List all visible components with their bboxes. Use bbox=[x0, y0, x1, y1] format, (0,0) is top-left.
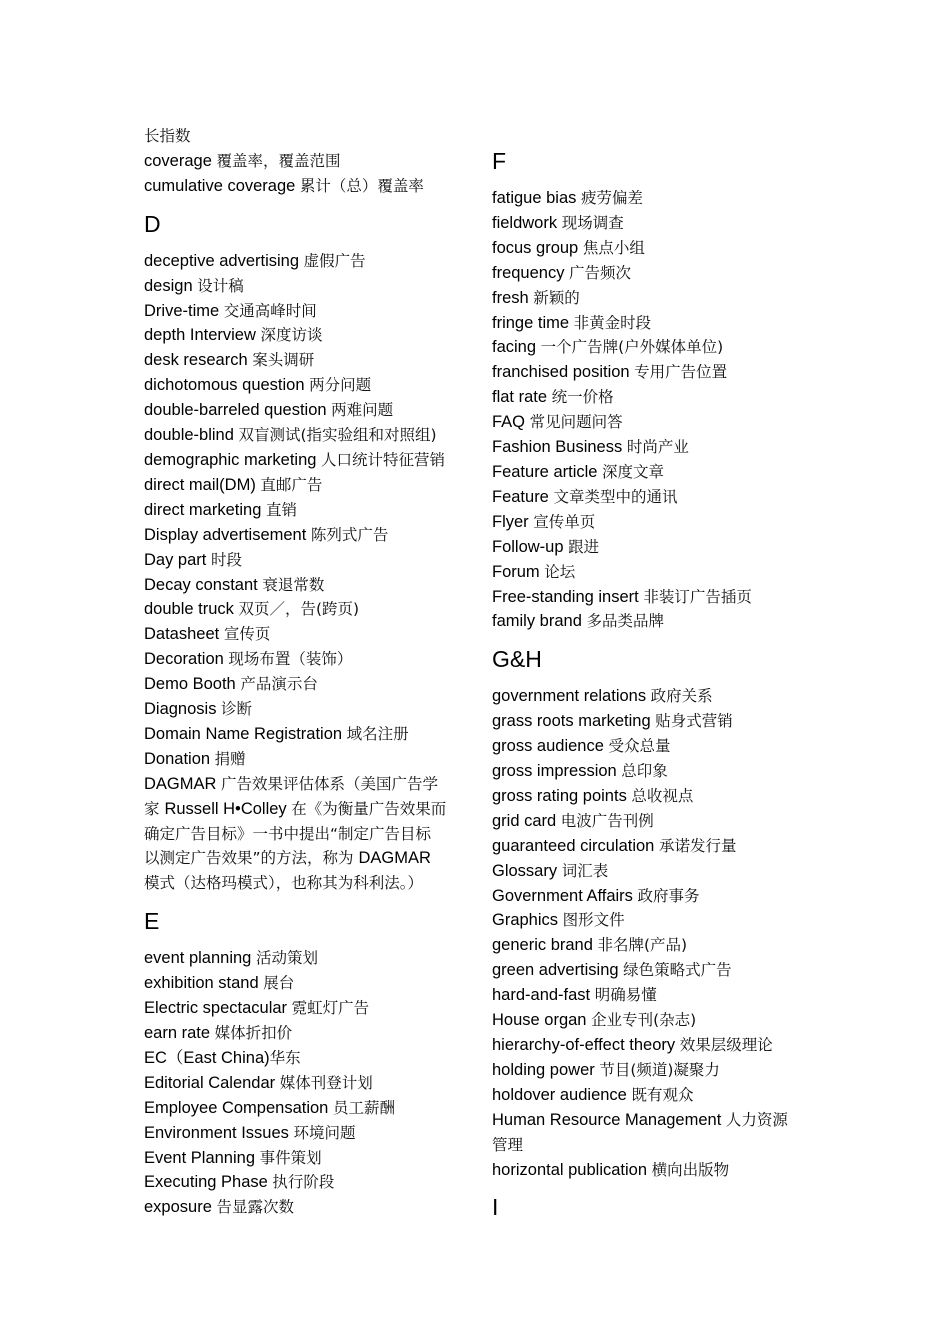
entry-translation: 交通高峰时间 bbox=[223, 301, 317, 320]
entry-translation: 深度访谈 bbox=[260, 326, 323, 345]
glossary-entry bbox=[492, 958, 818, 983]
entry-term: Day part bbox=[144, 550, 211, 569]
entry-translation: 企业专刊(杂志) bbox=[591, 1011, 697, 1030]
glossary-entry bbox=[144, 1021, 474, 1046]
entry-term: Feature bbox=[492, 487, 554, 506]
entry-term: green advertising bbox=[492, 961, 624, 980]
entry-term: depth Interview bbox=[144, 326, 261, 345]
entry-term: Drive-time bbox=[144, 301, 224, 320]
entry-term: Diagnosis bbox=[144, 700, 222, 719]
glossary-entry bbox=[144, 448, 474, 473]
entry-term: facing bbox=[492, 338, 541, 357]
entry-translation: 论坛 bbox=[544, 562, 576, 581]
entry-term: double truck bbox=[144, 600, 239, 619]
entry-term: Donation bbox=[144, 749, 215, 768]
entry-term: Fashion Business bbox=[492, 438, 627, 457]
entry-translation: 常见问题问答 bbox=[529, 413, 623, 432]
glossary-entry bbox=[492, 784, 818, 809]
entry-term: cumulative coverage bbox=[144, 176, 300, 195]
glossary-entry bbox=[144, 523, 474, 548]
glossary-entry bbox=[492, 1083, 818, 1108]
entry-term: Editorial Calendar bbox=[144, 1073, 280, 1092]
entry-translation: 媒体折扣价 bbox=[214, 1024, 293, 1042]
entry-translation: 域名注册 bbox=[346, 724, 409, 743]
entry-translation: 确定广告目标》一书中提出“制定广告目标 bbox=[144, 824, 432, 843]
glossary-entry bbox=[144, 597, 474, 622]
glossary-entry bbox=[144, 697, 474, 722]
entry-term: House organ bbox=[492, 1011, 592, 1030]
glossary-entry bbox=[144, 299, 474, 324]
entry-translation: 以测定广告效果”的方法，称为 bbox=[144, 849, 359, 868]
entry-term: focus group bbox=[492, 238, 583, 257]
entry-term: desk research bbox=[144, 351, 253, 370]
entry-translation: 双盲测试(指实验组和对照组) bbox=[238, 426, 437, 445]
entry-translation: 家 bbox=[144, 799, 165, 818]
entry-translation: 总收视点 bbox=[631, 786, 694, 805]
entry-term: exhibition stand bbox=[144, 974, 264, 993]
glossary-entry bbox=[492, 535, 818, 560]
entry-translation: 执行阶段 bbox=[272, 1173, 335, 1192]
glossary-entry bbox=[492, 510, 818, 535]
right-column bbox=[492, 136, 818, 1232]
glossary-entry bbox=[144, 498, 474, 523]
entry-translation: 非黄金时段 bbox=[573, 313, 652, 332]
entry-translation: 诊断 bbox=[221, 700, 253, 719]
entry-translation: 活动策划 bbox=[255, 949, 318, 968]
entry-term: event planning bbox=[144, 949, 256, 968]
entry-translation: 双页／，告(跨页) bbox=[238, 600, 360, 619]
entry-term: Graphics bbox=[492, 911, 563, 930]
entry-translation: 新颖的 bbox=[533, 288, 580, 307]
entry-translation: 非名牌(产品) bbox=[597, 936, 688, 955]
entry-translation: 展台 bbox=[263, 974, 295, 993]
glossary-entry bbox=[492, 908, 818, 933]
entry-term: government relations bbox=[492, 687, 651, 706]
entry-translation: 焦点小组 bbox=[582, 238, 645, 257]
entry-term: Datasheet bbox=[144, 625, 224, 644]
entry-translation: 现场布置（装饰） bbox=[228, 650, 353, 669]
glossary-entry bbox=[492, 410, 818, 435]
entry-translation: 一个广告牌(户外媒体单位) bbox=[540, 338, 724, 357]
glossary-entry bbox=[492, 1133, 818, 1158]
glossary-entry bbox=[144, 1096, 474, 1121]
left-column bbox=[144, 124, 474, 1220]
glossary-entry bbox=[492, 261, 818, 286]
entry-term: flat rate bbox=[492, 388, 552, 407]
entry-term: Glossary bbox=[492, 861, 562, 880]
glossary-entry bbox=[492, 460, 818, 485]
entry-translation: 管理 bbox=[492, 1135, 524, 1154]
dagmar-paragraph bbox=[144, 772, 474, 897]
entry-translation: 虚假广告 bbox=[303, 251, 366, 270]
glossary-entry bbox=[144, 672, 474, 697]
glossary-entry bbox=[492, 859, 818, 884]
entry-translation: 直邮广告 bbox=[260, 475, 323, 494]
entry-translation: 统一价格 bbox=[551, 388, 614, 407]
entry-term: double-blind bbox=[144, 426, 239, 445]
glossary-entry bbox=[144, 373, 474, 398]
entry-translation: 宣传页 bbox=[223, 625, 271, 644]
entry-translation: 广告频次 bbox=[569, 263, 632, 282]
glossary-entry bbox=[144, 772, 474, 797]
entry-term: Domain Name Registration bbox=[144, 724, 347, 743]
glossary-entry bbox=[144, 1146, 474, 1171]
section-heading-f: F bbox=[492, 148, 507, 174]
entry-translation: 媒体刊登计划 bbox=[279, 1073, 373, 1092]
glossary-entry bbox=[144, 174, 474, 199]
entry-term: Event Planning bbox=[144, 1148, 260, 1167]
glossary-entry bbox=[492, 759, 818, 784]
entry-translation: 承诺发行量 bbox=[658, 836, 737, 855]
glossary-entry bbox=[144, 747, 474, 772]
glossary-entry bbox=[144, 323, 474, 348]
entry-translation: 案头调研 bbox=[252, 351, 315, 370]
entry-translation: 员工薪酬 bbox=[332, 1098, 395, 1117]
glossary-entry bbox=[492, 1158, 818, 1183]
entry-translation: 时尚产业 bbox=[626, 438, 689, 457]
entry-translation: 人力资源 bbox=[725, 1110, 788, 1129]
entry-translation: 电波广告刊例 bbox=[560, 811, 654, 830]
entry-term: grass roots marketing bbox=[492, 712, 656, 731]
entry-term: Human Resource Management bbox=[492, 1110, 726, 1129]
entry-translation: 政府关系 bbox=[650, 687, 713, 706]
entry-term: horizontal publication bbox=[492, 1160, 652, 1179]
entry-term: DAGMAR bbox=[144, 774, 222, 793]
entry-translation: 在《为衡量广告效果而 bbox=[291, 799, 447, 818]
entry-term: Government Affairs bbox=[492, 886, 638, 905]
entry-translation: 捐赠 bbox=[214, 749, 246, 768]
entry-term: holdover audience bbox=[492, 1085, 632, 1104]
entry-translation: 贴身式营销 bbox=[655, 712, 733, 731]
section-heading-gh: G&H bbox=[492, 646, 542, 673]
entry-term: earn rate bbox=[144, 1024, 215, 1042]
entry-translation: 跟进 bbox=[568, 537, 600, 556]
glossary-entry bbox=[144, 946, 474, 971]
glossary-entry bbox=[492, 609, 818, 634]
entry-term: gross impression bbox=[492, 762, 622, 781]
glossary-entry bbox=[144, 124, 474, 149]
section-f-entries bbox=[492, 186, 818, 634]
glossary-entry bbox=[144, 573, 474, 598]
entry-translation: 深度文章 bbox=[602, 462, 665, 481]
glossary-entry bbox=[144, 1195, 474, 1220]
glossary-entry bbox=[144, 822, 474, 847]
entry-term: Feature article bbox=[492, 462, 603, 481]
entry-translation: 华东 bbox=[269, 1048, 301, 1067]
entry-term: Employee Compensation bbox=[144, 1098, 333, 1117]
entry-term: Decay constant bbox=[144, 575, 263, 594]
glossary-entry bbox=[144, 846, 474, 871]
entry-translation: 累计（总）覆盖率 bbox=[299, 176, 424, 195]
entry-translation: 受众总量 bbox=[608, 737, 671, 756]
glossary-entry bbox=[492, 360, 818, 385]
section-e-entries bbox=[144, 946, 474, 1220]
entry-term: fresh bbox=[492, 288, 534, 307]
section-heading-i: I bbox=[492, 1194, 499, 1221]
glossary-entry bbox=[144, 797, 474, 822]
glossary-entry bbox=[144, 971, 474, 996]
glossary-entry bbox=[144, 548, 474, 573]
entry-term: gross rating points bbox=[492, 786, 632, 805]
glossary-entry bbox=[492, 335, 818, 360]
entry-term: Demo Booth bbox=[144, 675, 241, 694]
glossary-entry bbox=[492, 1008, 818, 1033]
glossary-entry bbox=[492, 485, 818, 510]
glossary-entry bbox=[492, 435, 818, 460]
glossary-entry bbox=[492, 933, 818, 958]
entry-translation: 产品演示台 bbox=[240, 675, 318, 694]
entry-translation: 既有观众 bbox=[631, 1085, 694, 1104]
section-d-entries bbox=[144, 249, 474, 772]
entry-translation: 模式（达格玛模式），也称其为科利法。） bbox=[144, 874, 424, 893]
entry-term: double-barreled question bbox=[144, 401, 332, 420]
entry-translation: 事件策划 bbox=[259, 1148, 322, 1167]
entry-translation: 文章类型中的通讯 bbox=[553, 487, 678, 506]
glossary-entry bbox=[492, 884, 818, 909]
entry-term: exposure bbox=[144, 1198, 217, 1217]
entry-translation: 多品类品牌 bbox=[586, 612, 664, 631]
entry-translation: 专用广告位置 bbox=[634, 363, 728, 382]
entry-term: Forum bbox=[492, 562, 545, 581]
entry-translation: 霓虹灯广告 bbox=[291, 999, 370, 1018]
glossary-entry bbox=[492, 585, 818, 610]
entry-term: fieldwork bbox=[492, 213, 562, 232]
entry-term: EC（East China) bbox=[144, 1048, 270, 1067]
glossary-entry bbox=[492, 684, 818, 709]
section-gh-entries bbox=[492, 684, 818, 1182]
entry-translation: 人口统计特征营销 bbox=[321, 450, 446, 469]
glossary-entry bbox=[492, 1108, 818, 1133]
entry-term: Flyer bbox=[492, 512, 534, 531]
entry-translation: 环境问题 bbox=[293, 1123, 356, 1142]
glossary-entry bbox=[144, 398, 474, 423]
entry-term: Russell H•Colley bbox=[164, 799, 292, 818]
glossary-entry bbox=[492, 834, 818, 859]
entry-term: Follow-up bbox=[492, 537, 569, 556]
entry-translation: 现场调查 bbox=[561, 213, 624, 232]
entry-term: design bbox=[144, 276, 198, 295]
entry-term: deceptive advertising bbox=[144, 251, 304, 270]
entry-translation: 政府事务 bbox=[637, 886, 700, 905]
glossary-entry bbox=[144, 1170, 474, 1195]
entry-term: direct marketing bbox=[144, 500, 266, 519]
entry-translation: 时段 bbox=[210, 550, 242, 569]
entry-translation: 两难问题 bbox=[331, 401, 394, 420]
entry-translation: 横向出版物 bbox=[651, 1160, 730, 1179]
entry-term: grid card bbox=[492, 811, 561, 830]
entry-term: Executing Phase bbox=[144, 1173, 273, 1192]
glossary-entry bbox=[492, 236, 818, 261]
left-top-entries bbox=[144, 124, 474, 199]
entry-translation: 明确易懂 bbox=[594, 986, 657, 1005]
entry-translation: 长指数 bbox=[144, 127, 191, 145]
entry-translation: 疲劳偏差 bbox=[580, 189, 643, 207]
glossary-entry bbox=[144, 996, 474, 1021]
entry-term: Free-standing insert bbox=[492, 587, 644, 606]
entry-term: Display advertisement bbox=[144, 525, 311, 544]
entry-term: guaranteed circulation bbox=[492, 836, 659, 855]
glossary-entry bbox=[144, 348, 474, 373]
section-heading-d: D bbox=[144, 210, 161, 237]
entry-term: Electric spectacular bbox=[144, 999, 292, 1018]
entry-translation: 绿色策略式广告 bbox=[623, 961, 732, 980]
entry-term: FAQ bbox=[492, 413, 530, 432]
glossary-entry bbox=[144, 249, 474, 274]
entry-term: Decoration bbox=[144, 650, 229, 669]
entry-translation: 两分问题 bbox=[309, 376, 372, 395]
entry-term: DAGMAR bbox=[358, 849, 431, 868]
glossary-entry bbox=[492, 286, 818, 311]
section-heading-e: E bbox=[144, 908, 160, 935]
entry-term: fringe time bbox=[492, 313, 574, 332]
glossary-entry bbox=[144, 149, 474, 174]
glossary-entry bbox=[492, 1058, 818, 1083]
entry-term: hard-and-fast bbox=[492, 986, 595, 1005]
glossary-entry bbox=[492, 809, 818, 834]
glossary-entry bbox=[144, 647, 474, 672]
entry-translation: 直销 bbox=[265, 500, 297, 519]
glossary-entry bbox=[492, 385, 818, 410]
glossary-entry bbox=[492, 1033, 818, 1058]
entry-term: fatigue bias bbox=[492, 189, 581, 207]
entry-term: franchised position bbox=[492, 363, 635, 382]
entry-translation: 总印象 bbox=[621, 762, 668, 781]
glossary-entry bbox=[492, 211, 818, 236]
entry-translation: 广告效果评估体系（美国广告学 bbox=[221, 774, 439, 793]
entry-term: generic brand bbox=[492, 936, 598, 955]
entry-term: dichotomous question bbox=[144, 376, 310, 395]
entry-translation: 效果层级理论 bbox=[679, 1036, 773, 1054]
entry-term: frequency bbox=[492, 263, 570, 282]
entry-translation: 陈列式广告 bbox=[310, 525, 389, 544]
glossary-entry bbox=[492, 186, 818, 211]
glossary-entry bbox=[144, 722, 474, 747]
entry-translation: 图形文件 bbox=[562, 911, 625, 930]
entry-term: holding power bbox=[492, 1060, 600, 1079]
entry-translation: 词汇表 bbox=[561, 861, 609, 880]
glossary-entry bbox=[492, 734, 818, 759]
glossary-entry bbox=[492, 983, 818, 1008]
glossary-entry bbox=[144, 423, 474, 448]
glossary-entry bbox=[144, 1046, 474, 1071]
entry-translation: 非装订广告插页 bbox=[643, 587, 752, 606]
glossary-entry bbox=[144, 1121, 474, 1146]
entry-translation: 宣传单页 bbox=[533, 512, 596, 531]
glossary-entry bbox=[144, 473, 474, 498]
glossary-entry bbox=[492, 560, 818, 585]
glossary-entry bbox=[144, 1071, 474, 1096]
entry-translation: 覆盖率，覆盖范围 bbox=[216, 151, 341, 170]
glossary-entry bbox=[144, 622, 474, 647]
entry-term: family brand bbox=[492, 612, 587, 631]
entry-term: direct mail(DM) bbox=[144, 475, 261, 494]
glossary-entry bbox=[144, 274, 474, 299]
entry-term: demographic marketing bbox=[144, 450, 322, 469]
entry-term: coverage bbox=[144, 151, 217, 170]
entry-translation: 设计稿 bbox=[197, 276, 244, 295]
glossary-entry bbox=[492, 709, 818, 734]
entry-translation: 衰退常数 bbox=[262, 575, 325, 594]
entry-term: gross audience bbox=[492, 737, 609, 756]
entry-translation: 节目(频道)凝聚力 bbox=[599, 1060, 720, 1079]
entry-translation: 告显露次数 bbox=[216, 1198, 294, 1217]
glossary-entry bbox=[144, 871, 474, 896]
entry-term: hierarchy-of-effect theory bbox=[492, 1036, 680, 1054]
entry-term: Environment Issues bbox=[144, 1123, 294, 1142]
glossary-entry bbox=[492, 311, 818, 336]
